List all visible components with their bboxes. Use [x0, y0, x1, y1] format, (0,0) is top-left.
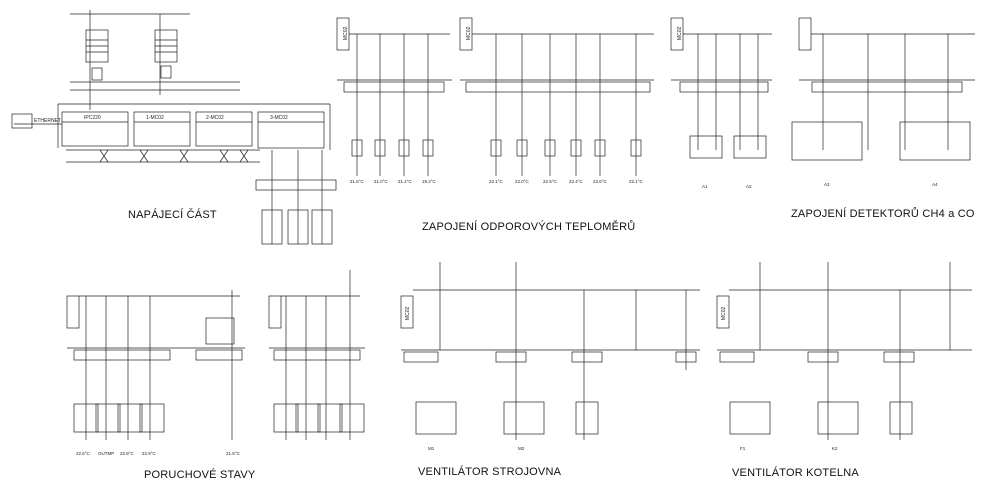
- thermo-reading: 21.0°C: [374, 179, 388, 184]
- fan-machine-section: [401, 262, 700, 440]
- psu-label: IPC220: [84, 115, 101, 121]
- caption-detectors: ZAPOJENÍ DETEKTORŮ CH4 a CO: [791, 208, 975, 220]
- caption-faults: PORUCHOVÉ STAVY: [144, 469, 256, 481]
- module-tag: MC02: [405, 306, 411, 320]
- module-tag: MC02: [721, 306, 727, 320]
- caption-fan-boiler: VENTILÁTOR KOTELNA: [732, 467, 859, 479]
- fault-value: 22.8°C: [120, 451, 134, 456]
- module-tag: MC02: [677, 26, 683, 40]
- caption-power: NAPÁJECÍ ČÁST: [128, 209, 217, 221]
- thermometer-section: [337, 18, 654, 176]
- module-label-1: 1-MC02: [146, 115, 164, 121]
- fault-value: 21.5°C: [226, 451, 240, 456]
- pump-section: [269, 270, 365, 440]
- ethernet-label: ETHERNET: [34, 118, 61, 124]
- fan-code: F1: [740, 446, 746, 451]
- caption-thermometers: ZAPOJENÍ ODPOROVÝCH TEPLOMĚRŮ: [422, 221, 636, 233]
- fault-value: OUTMP: [98, 451, 115, 456]
- module-label-2: 2-MC02: [206, 115, 224, 121]
- thermo-reading: 22.1°C: [489, 179, 503, 184]
- fan-code: K2: [832, 446, 838, 451]
- detector-code: A4: [932, 182, 938, 187]
- thermo-reading: 22.1°C: [629, 179, 643, 184]
- detector-code: A2: [746, 184, 752, 189]
- fault-value: 22.6°C: [76, 451, 90, 456]
- thermo-reading: 19.2°C: [422, 179, 436, 184]
- thermo-reading: 21.6°C: [350, 179, 364, 184]
- module-tag: MC02: [466, 26, 472, 40]
- thermo-reading: 22.5°C: [543, 179, 557, 184]
- thermo-reading: 21.4°C: [398, 179, 412, 184]
- module-label-3: 3-MC02: [270, 115, 288, 121]
- module-tags: [34, 26, 727, 320]
- detector-section: [671, 18, 975, 160]
- caption-fan-machine: VENTILÁTOR STROJOVNA: [418, 466, 562, 478]
- fan-boiler-section: [717, 262, 972, 440]
- detector-code: A1: [702, 184, 708, 189]
- thermo-reading: 22.6°C: [593, 179, 607, 184]
- fan-code: M1: [428, 446, 435, 451]
- thermo-reading: 22.4°C: [569, 179, 583, 184]
- thermo-reading: 22.0°C: [515, 179, 529, 184]
- fault-section: [67, 290, 245, 440]
- detector-code: A3: [824, 182, 830, 187]
- module-tag: MC02: [343, 26, 349, 40]
- fan-code: M2: [518, 446, 525, 451]
- fault-value: 22.9°C: [142, 451, 156, 456]
